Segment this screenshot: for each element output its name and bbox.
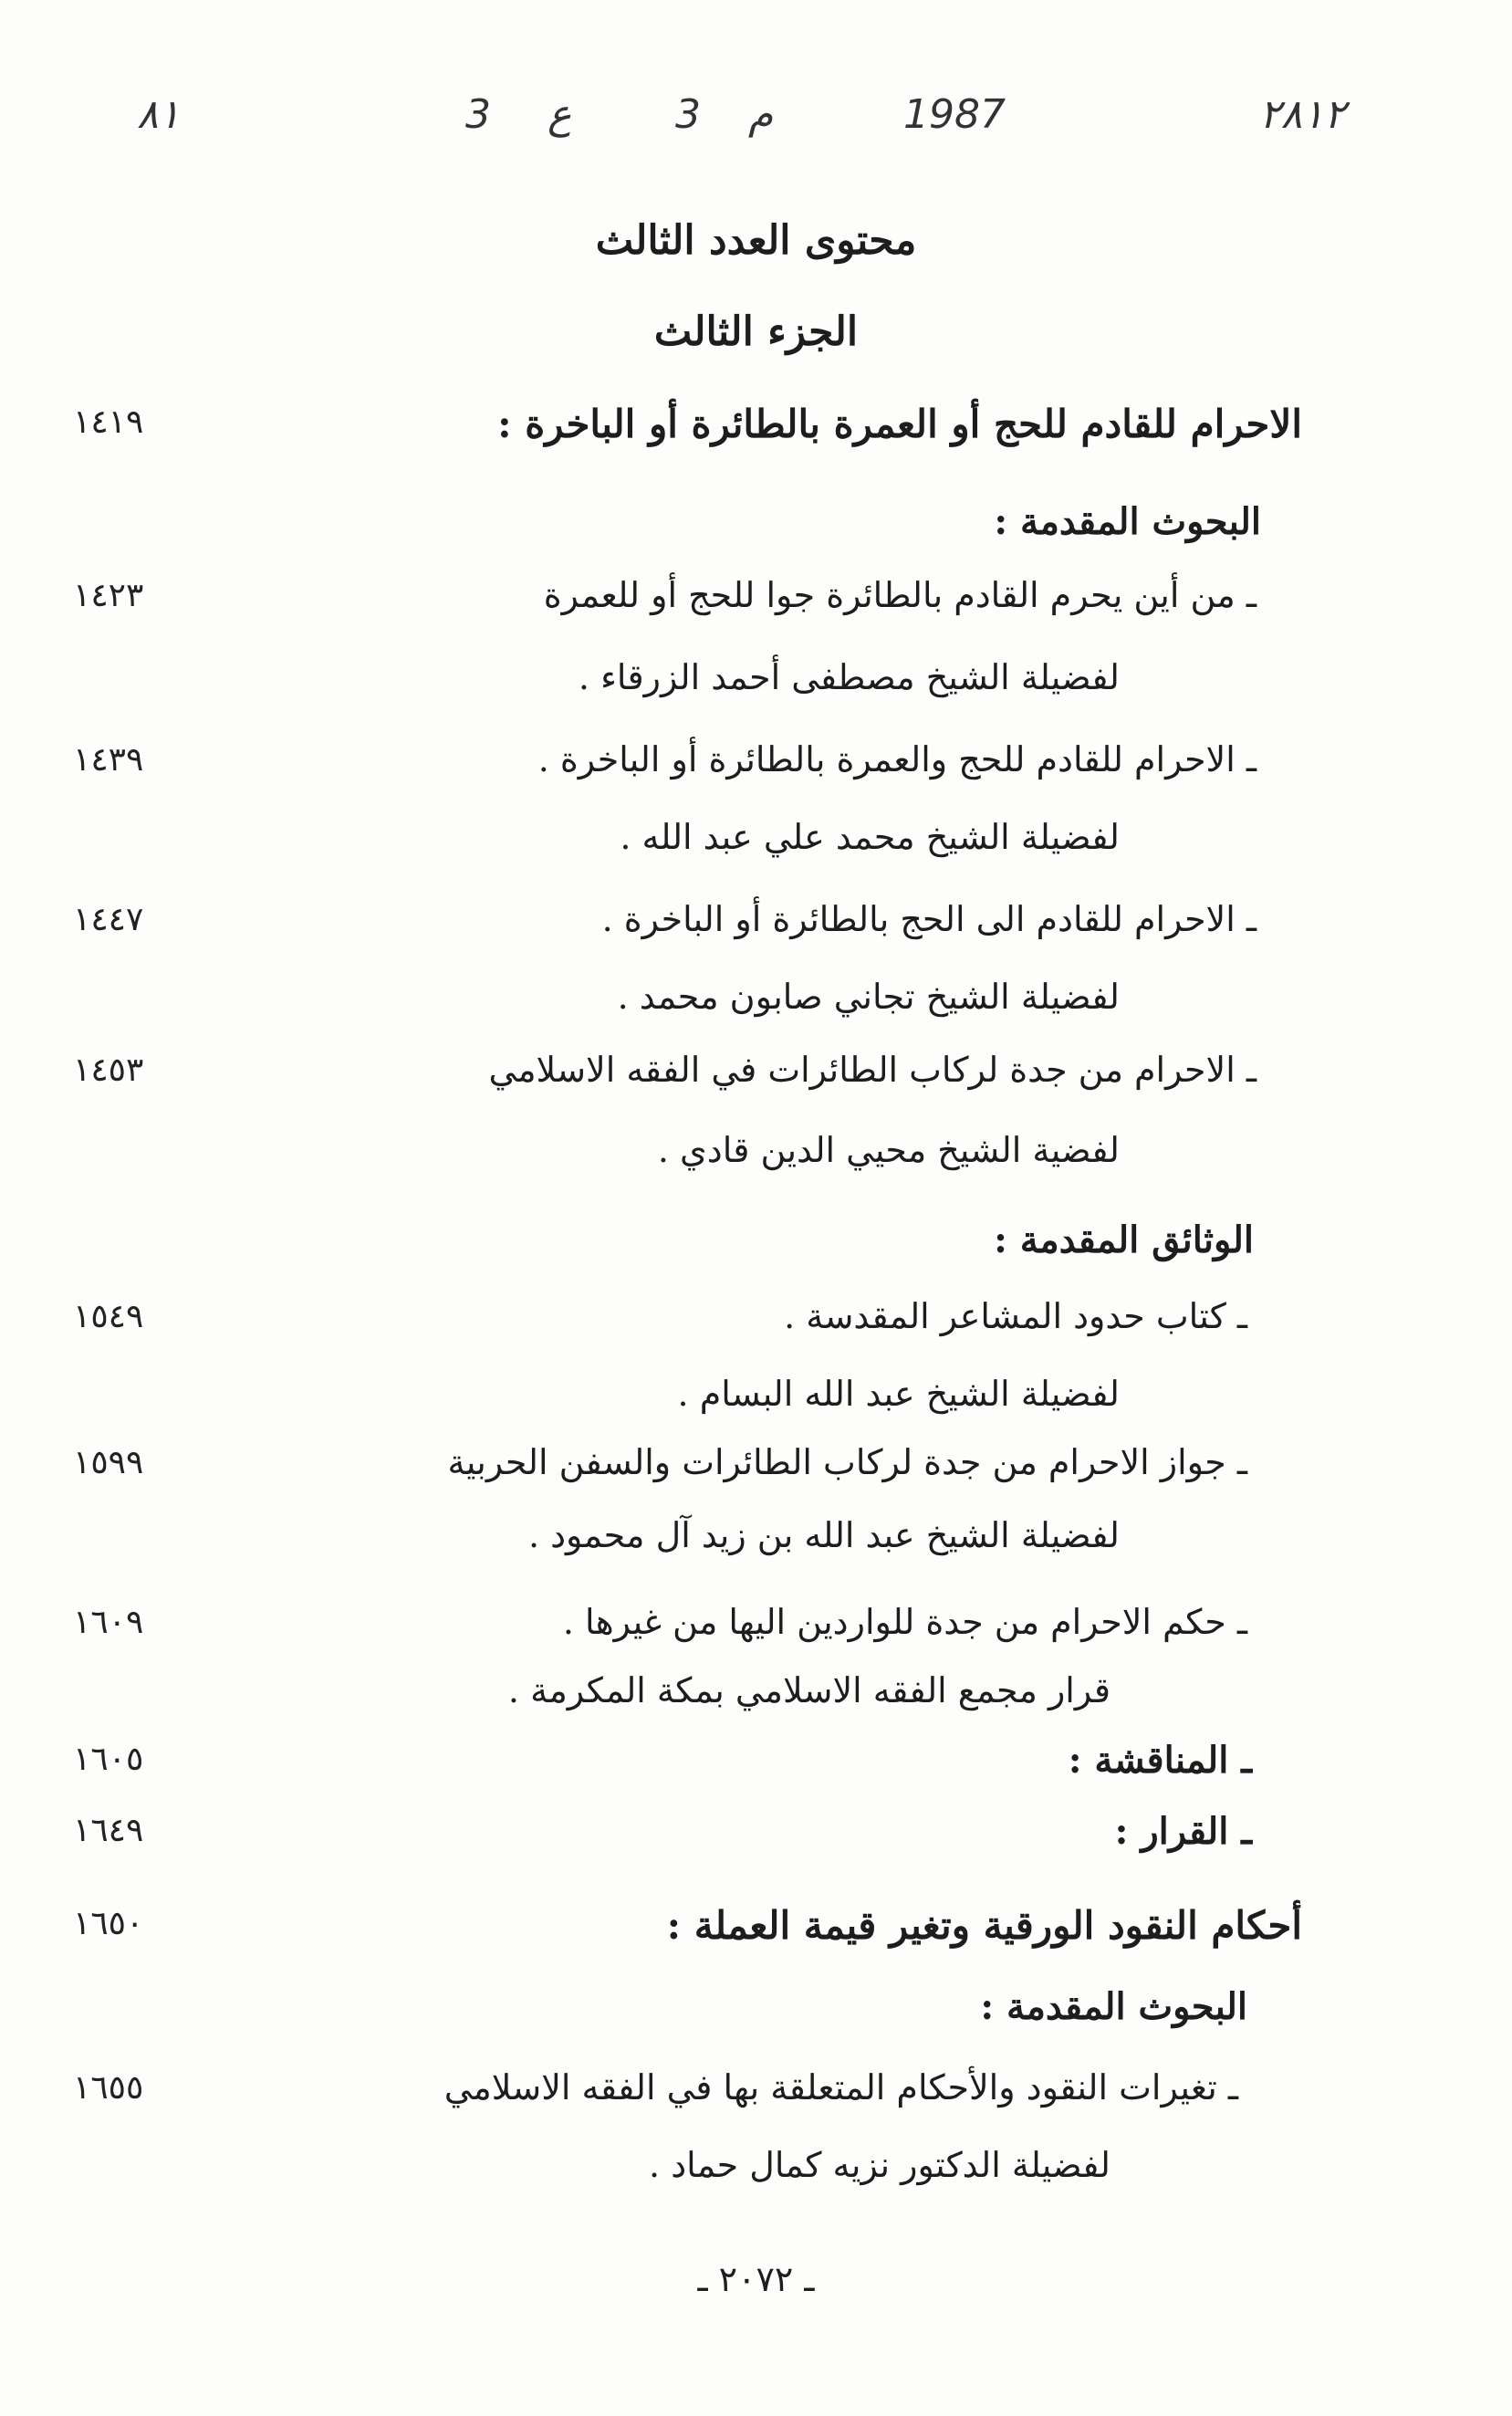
handwritten-mark-right: ٢٨١٢ bbox=[1259, 91, 1346, 138]
toc-document-title: ـ جواز الاحرام من جدة لركاب الطائرات والسفن الحربية bbox=[447, 1442, 1247, 1482]
toc-entry-page: ١٦٥٥ bbox=[73, 2069, 144, 2107]
toc-entry-author: لفضية الشيخ محيي الدين قادي . bbox=[657, 1130, 1120, 1170]
section-heading-currency: أحكام النقود الورقية وتغير قيمة العملة : bbox=[666, 1903, 1302, 1948]
toc-entry-author: لفضيلة الشيخ محمد علي عبد الله . bbox=[620, 817, 1120, 857]
handwritten-code-d: م bbox=[748, 91, 774, 138]
section-heading-ihram: الاحرام للقادم للحج أو العمرة بالطائرة أو الباخرة : bbox=[497, 402, 1302, 446]
research-heading: البحوث المقدمة : bbox=[994, 500, 1261, 543]
page-number: ـ ٢٠٧٢ ـ bbox=[697, 2259, 815, 2299]
toc-document-author: لفضيلة الشيخ عبد الله بن زيد آل محمود . bbox=[527, 1515, 1120, 1555]
handwritten-code-c: 3 bbox=[675, 91, 701, 138]
decision-label: ـ القرار : bbox=[1114, 1810, 1252, 1853]
toc-document-author: لفضيلة الشيخ عبد الله البسام . bbox=[677, 1374, 1120, 1414]
toc-document-title: ـ حكم الاحرام من جدة للواردين اليها من غيرها . bbox=[562, 1602, 1247, 1642]
section-page-ihram: ١٤١٩ bbox=[73, 403, 144, 441]
toc-entry-title: ـ من أين يحرم القادم بالطائرة جوا للحج أو للعمرة bbox=[543, 575, 1257, 615]
page-title: محتوى العدد الثالث bbox=[595, 217, 917, 264]
discussion-label: ـ المناقشة : bbox=[1068, 1739, 1252, 1782]
toc-document-page: ١٥٩٩ bbox=[73, 1444, 144, 1481]
toc-entry-page: ١٤٥٣ bbox=[73, 1051, 144, 1089]
toc-document-page: ١٦٠٩ bbox=[73, 1604, 144, 1641]
discussion-page: ١٦٠٥ bbox=[73, 1741, 144, 1778]
toc-entry-title: ـ الاحرام للقادم للحج والعمرة بالطائرة أو الباخرة . bbox=[537, 739, 1257, 779]
toc-document-author: قرار مجمع الفقه الاسلامي بمكة المكرمة . bbox=[507, 1670, 1111, 1710]
section-page-currency: ١٦٥٠ bbox=[73, 1905, 144, 1942]
toc-document-title: ـ كتاب حدود المشاعر المقدسة . bbox=[784, 1296, 1247, 1336]
toc-document-page: ١٥٤٩ bbox=[73, 1298, 144, 1335]
toc-entry-title: ـ الاحرام للقادم الى الحج بالطائرة أو الباخرة . bbox=[601, 899, 1257, 939]
handwritten-code-b: ع bbox=[547, 91, 572, 138]
research-heading: البحوث المقدمة : bbox=[980, 1985, 1247, 2028]
handwritten-mark-left: ٨١ bbox=[137, 91, 181, 138]
toc-entry-author: لفضيلة الدكتور نزيه كمال حماد . bbox=[649, 2145, 1111, 2185]
toc-entry-page: ١٤٢٣ bbox=[73, 577, 144, 614]
documents-heading: الوثائق المقدمة : bbox=[994, 1218, 1254, 1261]
toc-entry-page: ١٤٣٩ bbox=[73, 741, 144, 779]
part-title: الجزء الثالث bbox=[653, 309, 859, 355]
handwritten-code-a: 3 bbox=[465, 91, 491, 138]
decision-page: ١٦٤٩ bbox=[73, 1812, 144, 1849]
toc-entry-title: ـ تغيرات النقود والأحكام المتعلقة بها في الفقه الاسلامي bbox=[443, 2067, 1238, 2107]
toc-entry-page: ١٤٤٧ bbox=[73, 901, 144, 938]
toc-entry-author: لفضيلة الشيخ مصطفى أحمد الزرقاء . bbox=[578, 657, 1120, 697]
toc-entry-title: ـ الاحرام من جدة لركاب الطائرات في الفقه الاسلامي bbox=[488, 1050, 1257, 1090]
toc-entry-author: لفضيلة الشيخ تجاني صابون محمد . bbox=[617, 977, 1120, 1017]
handwritten-year: 1987 bbox=[903, 91, 1006, 138]
